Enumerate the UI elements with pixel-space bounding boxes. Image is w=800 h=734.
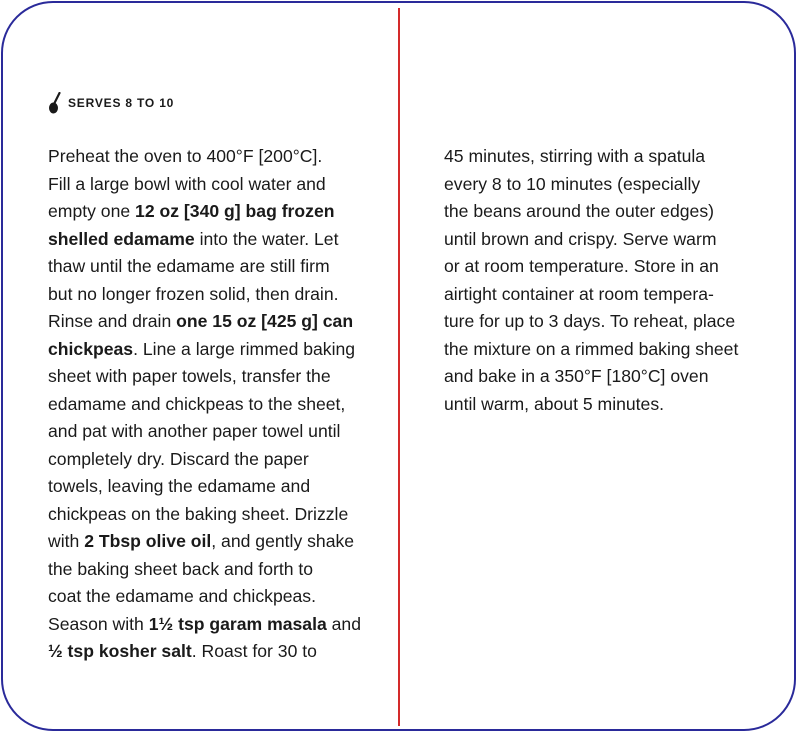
spoon-icon xyxy=(48,92,62,114)
recipe-text-line xyxy=(48,611,388,639)
recipe-text-line xyxy=(48,473,388,501)
instruction-text: , and gently shake xyxy=(211,531,355,551)
instruction-text: edamame and chickpeas to the sheet, xyxy=(48,393,346,414)
recipe-text-line xyxy=(48,391,388,419)
recipe-text-line xyxy=(48,308,388,336)
recipe-text-line xyxy=(48,528,388,556)
recipe-text-line xyxy=(48,418,388,446)
recipe-text-line xyxy=(444,391,784,419)
ingredient-bold: chickpeas xyxy=(48,338,134,359)
serves-heading xyxy=(48,92,174,114)
recipe-text-line xyxy=(444,281,784,309)
ingredient-bold: shelled edamame xyxy=(48,228,195,249)
recipe-text-line xyxy=(48,501,388,529)
instruction-text: 45 minutes, stirring with a spatula xyxy=(444,146,706,166)
instruction-text: until brown and crispy. Serve warm xyxy=(444,228,717,249)
recipe-text-line xyxy=(444,308,784,336)
recipe-text-line xyxy=(48,281,388,309)
instruction-text: thaw until the edamame are still firm xyxy=(48,256,330,276)
column-divider xyxy=(398,8,400,726)
instruction-text: completely dry. Discard the paper xyxy=(48,448,309,469)
instruction-text: or at room temperature. Store in an xyxy=(444,256,719,276)
instruction-text: Preheat the oven to 400°F [200°C]. xyxy=(48,146,323,166)
recipe-text-line xyxy=(444,198,784,226)
recipe-text-line xyxy=(444,171,784,199)
instruction-text: every 8 to 10 minutes (especially xyxy=(444,173,701,194)
recipe-text-line xyxy=(48,336,388,364)
instruction-text: and bake in a 350°F [180°C] oven xyxy=(444,366,709,386)
instruction-text: airtight container at room tempera- xyxy=(444,283,714,304)
instruction-text: towels, leaving the edamame and xyxy=(48,476,311,496)
instruction-text: the mixture on a rimmed baking sheet xyxy=(444,338,739,359)
ingredient-bold: ½ tsp kosher salt xyxy=(48,641,192,661)
instruction-text: Season with xyxy=(48,613,149,634)
recipe-column-right xyxy=(444,143,784,418)
instruction-text: and xyxy=(326,613,361,634)
instruction-text: Fill a large bowl with cool water and xyxy=(48,173,326,194)
instruction-text: . Line a large rimmed baking xyxy=(133,338,356,359)
recipe-text-line xyxy=(444,226,784,254)
recipe-text-line xyxy=(444,336,784,364)
recipe-text-line xyxy=(48,198,388,226)
instruction-text: . Roast for 30 to xyxy=(191,641,317,661)
instruction-text: but no longer frozen solid, then drain. xyxy=(48,283,339,304)
recipe-column-left xyxy=(48,143,388,666)
recipe-text-line xyxy=(48,638,388,666)
recipe-text-line xyxy=(48,143,388,171)
instruction-text: coat the edamame and chickpeas. xyxy=(48,586,316,606)
serves-label: SERVES 8 TO 10 xyxy=(68,96,175,110)
instruction-text: sheet with paper towels, transfer the xyxy=(48,366,331,386)
recipe-text-line xyxy=(48,583,388,611)
instruction-text: and pat with another paper towel until xyxy=(48,421,341,441)
ingredient-bold: 12 oz [340 g] bag frozen xyxy=(135,201,335,221)
recipe-text-line xyxy=(444,143,784,171)
recipe-text-line xyxy=(444,253,784,281)
recipe-text-line xyxy=(48,171,388,199)
instruction-text: chickpeas on the baking sheet. Drizzle xyxy=(48,503,349,524)
recipe-text-line xyxy=(48,363,388,391)
instruction-text: into the water. Let xyxy=(194,228,339,249)
ingredient-bold: 1½ tsp garam masala xyxy=(148,613,327,634)
recipe-text-line xyxy=(48,556,388,584)
ingredient-bold: 2 Tbsp olive oil xyxy=(84,531,212,551)
recipe-text-line xyxy=(444,363,784,391)
ingredient-bold: one 15 oz [425 g] can xyxy=(176,311,354,331)
instruction-text: the baking sheet back and forth to xyxy=(48,558,314,579)
recipe-text-line xyxy=(48,226,388,254)
instruction-text: ture for up to 3 days. To reheat, place xyxy=(444,311,736,331)
recipe-text-line xyxy=(48,446,388,474)
instruction-text: empty one xyxy=(48,201,136,221)
instruction-text: Rinse and drain xyxy=(48,311,177,331)
instruction-text: until warm, about 5 minutes. xyxy=(444,393,665,414)
instruction-text: the beans around the outer edges) xyxy=(444,201,714,221)
instruction-text: with xyxy=(48,531,85,551)
recipe-text-line xyxy=(48,253,388,281)
